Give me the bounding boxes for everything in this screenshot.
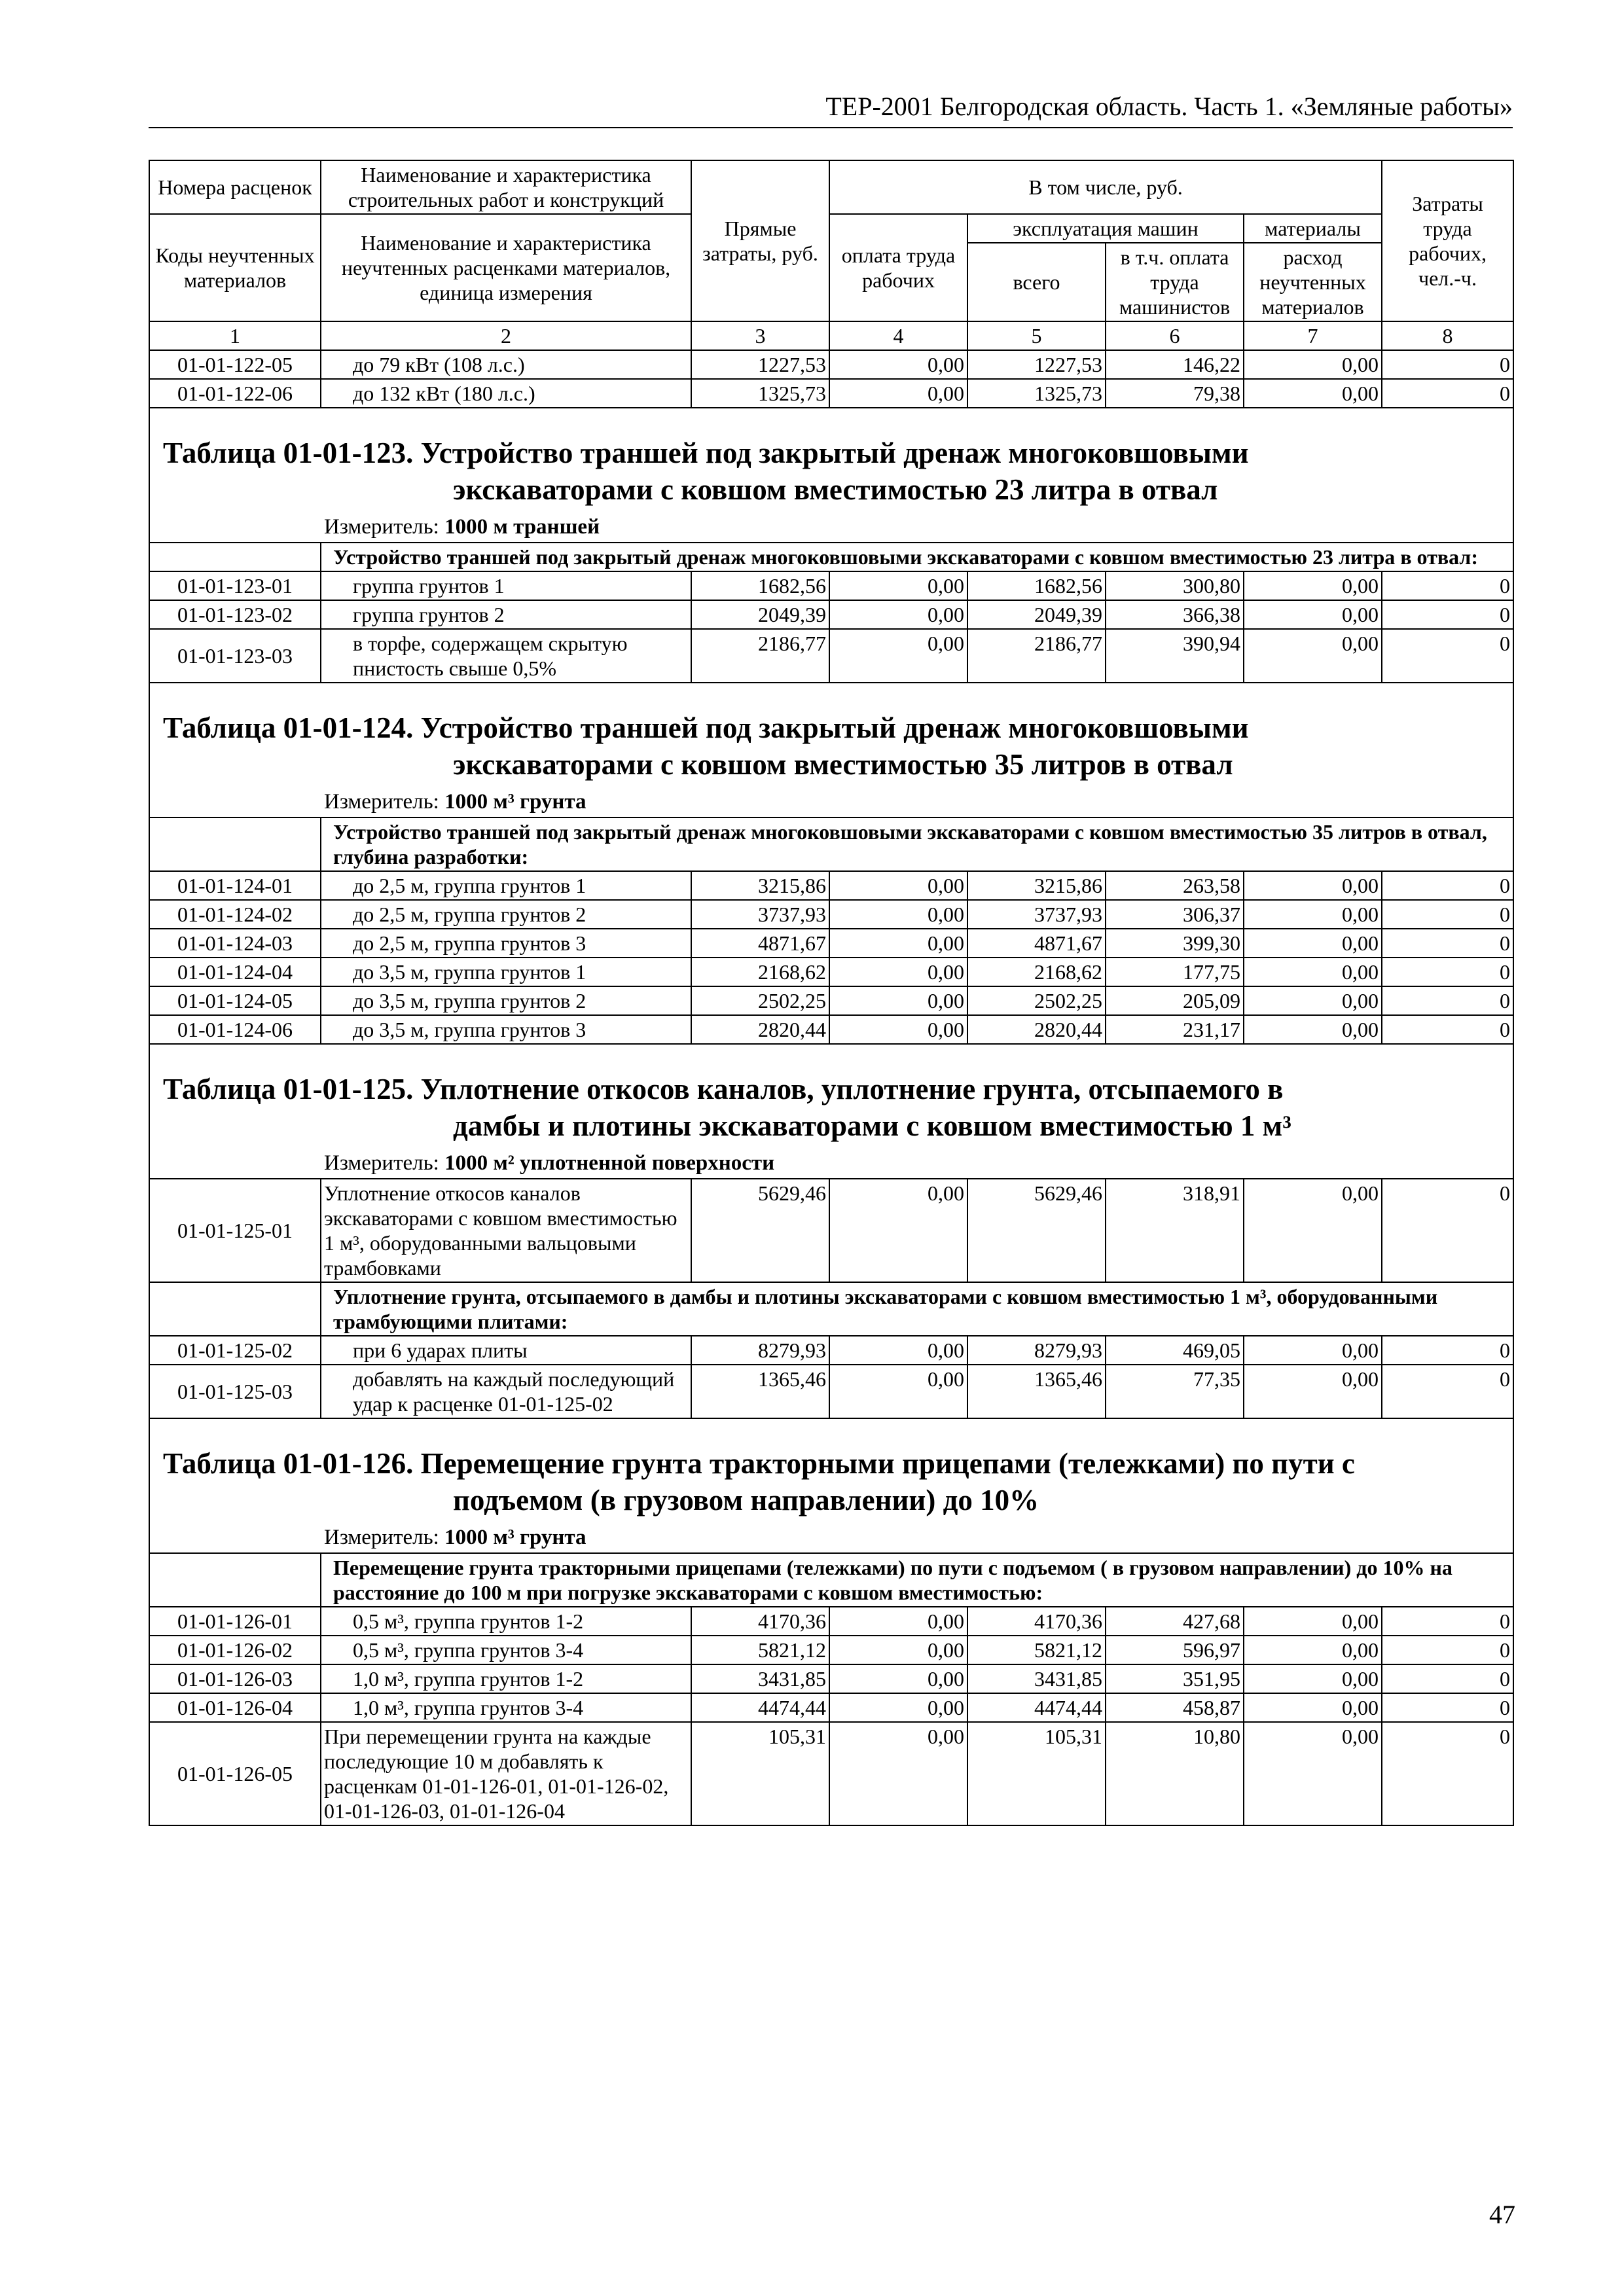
rate-value: 105,31 [967,1722,1106,1825]
rate-value: 2168,62 [967,958,1106,986]
table-row [149,379,1513,408]
rate-value: 177,75 [1106,958,1244,986]
rate-value: 79,38 [1106,379,1244,408]
rate-value: 0,00 [1244,1336,1382,1365]
rate-name: при 6 ударах плиты [321,1336,691,1365]
table-title [149,408,1513,508]
rate-value: 0 [1382,871,1513,900]
rate-value: 0,00 [1244,958,1382,986]
header-materials: материалы [1244,214,1382,243]
rate-value: 0,00 [1244,1636,1382,1664]
rate-value: 0,00 [829,1693,967,1722]
rate-value: 0 [1382,1365,1513,1418]
rate-name: группа грунтов 2 [321,600,691,629]
rate-value: 0,00 [829,900,967,929]
rate-name: При перемещении грунта на каждые последующие 10 м добавлять к расценкам 01-01-126-01, 01-01-126-02, 01-01-126-03, 01-01-126-04 [321,1722,691,1825]
rate-code: 01-01-125-02 [149,1336,321,1365]
column-number: 4 [829,321,967,350]
rate-code: 01-01-122-05 [149,350,321,379]
measure-value: 1000 м³ грунта [444,1526,586,1549]
rate-value: 0,00 [829,1722,967,1825]
rate-value: 3431,85 [691,1664,829,1693]
rate-value: 3431,85 [967,1664,1106,1693]
header-rate-numbers: Номера расценок [149,160,321,214]
header-material-name: Наименование и характеристика неучтенных расценками материалов, единица измерения [321,214,691,321]
rate-name: до 79 кВт (108 л.с.) [321,350,691,379]
column-number: 3 [691,321,829,350]
rate-value: 0,00 [1244,629,1382,683]
rate-value: 0 [1382,958,1513,986]
rate-value: 306,37 [1106,900,1244,929]
table-title-line-2: подъемом (в грузовом направлении) до 10% [453,1484,1039,1516]
rate-value: 2168,62 [691,958,829,986]
rate-name: 1,0 м³, группа грунтов 3-4 [321,1693,691,1722]
rate-value: 0,00 [1244,1015,1382,1044]
rate-value: 0,00 [829,1015,967,1044]
rate-value: 3737,93 [691,900,829,929]
table-title [149,1418,1513,1518]
table-row [149,986,1513,1015]
table-row [149,929,1513,958]
rate-value: 4871,67 [967,929,1106,958]
rate-value: 0 [1382,1664,1513,1693]
rate-value: 0,00 [1244,1664,1382,1693]
rate-value: 0 [1382,1336,1513,1365]
rate-value: 0,00 [1244,871,1382,900]
rate-value: 0 [1382,1722,1513,1825]
table-title-line-2: дамбы и плотины экскаваторами с ковшом вместимостью 1 м³ [453,1109,1291,1142]
rate-value: 0 [1382,1693,1513,1722]
table-row [149,1336,1513,1365]
group-row [149,1553,1513,1607]
rate-code: 01-01-123-03 [149,629,321,683]
group-code-empty [149,1553,321,1607]
header-machinists-pay: в т.ч. оплата труда машинистов [1106,243,1244,321]
rate-value: 1325,73 [691,379,829,408]
rate-value: 0,00 [829,379,967,408]
measure-value: 1000 м² уплотненной поверхности [444,1151,775,1175]
rate-value: 2186,77 [691,629,829,683]
running-header: ТЕР-2001 Белгородская область. Часть 1. «Земляные работы» [149,92,1513,128]
rate-code: 01-01-124-01 [149,871,321,900]
rate-value: 318,91 [1106,1179,1244,1282]
rate-value: 1227,53 [691,350,829,379]
rate-code: 01-01-123-01 [149,571,321,600]
group-code-empty [149,1282,321,1336]
rate-value: 1227,53 [967,350,1106,379]
rate-value: 0 [1382,900,1513,929]
rate-value: 300,80 [1106,571,1244,600]
table-row [149,871,1513,900]
rate-value: 205,09 [1106,986,1244,1015]
measure-unit [149,508,1513,543]
rate-value: 10,80 [1106,1722,1244,1825]
measure-row [149,783,1513,817]
rate-value: 0,00 [1244,1693,1382,1722]
header-row-1 [149,160,1513,214]
header-direct-costs: Прямые затраты, руб. [691,160,829,321]
table-row [149,1636,1513,1664]
rate-code: 01-01-124-03 [149,929,321,958]
rate-code: 01-01-126-04 [149,1693,321,1722]
rate-name: до 3,5 м, группа грунтов 1 [321,958,691,986]
rate-value: 2049,39 [967,600,1106,629]
rate-code: 01-01-125-03 [149,1365,321,1418]
rate-value: 0,00 [1244,350,1382,379]
header-material-consumption: расход неучтенных материалов [1244,243,1382,321]
group-code-empty [149,817,321,871]
rate-code: 01-01-125-01 [149,1179,321,1282]
header-machines-total: всего [967,243,1106,321]
column-number: 7 [1244,321,1382,350]
rate-value: 0,00 [829,571,967,600]
rate-code: 01-01-124-04 [149,958,321,986]
rate-value: 0 [1382,929,1513,958]
rate-value: 0,00 [1244,600,1382,629]
table-title [149,683,1513,783]
rate-value: 596,97 [1106,1636,1244,1664]
table-row [149,1722,1513,1825]
rate-value: 5629,46 [691,1179,829,1282]
rate-value: 0 [1382,1179,1513,1282]
rate-code: 01-01-126-05 [149,1722,321,1825]
measure-row [149,508,1513,543]
rate-value: 399,30 [1106,929,1244,958]
rate-code: 01-01-124-02 [149,900,321,929]
group-code-empty [149,543,321,571]
rate-value: 4871,67 [691,929,829,958]
table-title-line-2: экскаваторами с ковшом вместимостью 23 литра в отвал [453,473,1218,506]
table-title-row [149,1418,1513,1518]
column-number: 5 [967,321,1106,350]
rate-value: 0,00 [829,600,967,629]
rate-value: 366,38 [1106,600,1244,629]
rate-value: 3737,93 [967,900,1106,929]
rate-value: 2186,77 [967,629,1106,683]
table-title-row [149,1044,1513,1144]
measure-row [149,1518,1513,1553]
rate-value: 2502,25 [691,986,829,1015]
group-heading: Уплотнение грунта, отсыпаемого в дамбы и плотины экскаваторами с ковшом вместимостью 1 м³, оборудованными трамбующими плитами: [321,1282,1513,1336]
table-row [149,350,1513,379]
measure-row [149,1144,1513,1179]
rate-value: 0,00 [829,1636,967,1664]
rate-code: 01-01-126-03 [149,1664,321,1693]
header-labor-costs: Затраты труда рабочих, чел.-ч. [1382,160,1513,321]
rate-value: 1682,56 [967,571,1106,600]
table-row [149,1693,1513,1722]
rate-value: 0,00 [1244,1179,1382,1282]
rate-name: 0,5 м³, группа грунтов 3-4 [321,1636,691,1664]
rate-code: 01-01-122-06 [149,379,321,408]
rate-value: 5629,46 [967,1179,1106,1282]
header-machines: эксплуатация машин [967,214,1244,243]
rate-value: 0 [1382,1015,1513,1044]
table-row [149,571,1513,600]
rate-value: 0,00 [829,1179,967,1282]
rate-code: 01-01-123-02 [149,600,321,629]
rate-name: до 2,5 м, группа грунтов 3 [321,929,691,958]
rate-value: 4170,36 [967,1607,1106,1636]
rate-name: Уплотнение откосов каналов экскаваторами с ковшом вместимостью 1 м³, оборудованными вальцовыми трамбовками [321,1179,691,1282]
table-row [149,1015,1513,1044]
table-title [149,1044,1513,1144]
group-row [149,543,1513,571]
table-title-line-1: Таблица 01-01-126. Перемещение грунта тракторными прицепами (тележками) по пути с [163,1447,1355,1480]
rate-value: 0,00 [1244,379,1382,408]
rate-name: до 2,5 м, группа грунтов 1 [321,871,691,900]
rate-value: 3215,86 [691,871,829,900]
rate-value: 0,00 [829,871,967,900]
measure-unit [149,1518,1513,1553]
rate-name: в торфе, содержащем скрытую пнистость свыше 0,5% [321,629,691,683]
page-number: 47 [1489,2200,1515,2229]
table-row [149,629,1513,683]
rate-name: 1,0 м³, группа грунтов 1-2 [321,1664,691,1693]
rate-value: 4474,44 [691,1693,829,1722]
table-row [149,900,1513,929]
table-row [149,1179,1513,1282]
rate-value: 2502,25 [967,986,1106,1015]
table-row [149,600,1513,629]
table-row [149,1607,1513,1636]
rate-value: 0 [1382,986,1513,1015]
rate-value: 351,95 [1106,1664,1244,1693]
measure-label: Измеритель: [324,515,439,539]
rate-value: 0 [1382,600,1513,629]
group-heading: Устройство траншей под закрытый дренаж многоковшовыми экскаваторами с ковшом вместимостью 23 литра в отвал: [321,543,1513,571]
header-including: В том числе, руб. [829,160,1382,214]
rates-table [149,160,1514,1826]
table-title-row [149,683,1513,783]
rate-value: 77,35 [1106,1365,1244,1418]
rate-value: 0 [1382,350,1513,379]
rate-name: до 132 кВт (180 л.с.) [321,379,691,408]
rate-value: 0,00 [1244,929,1382,958]
rate-value: 0,00 [1244,986,1382,1015]
rate-value: 5821,12 [967,1636,1106,1664]
rate-value: 0,00 [1244,900,1382,929]
column-number: 2 [321,321,691,350]
measure-label: Измеритель: [324,1151,439,1175]
rate-value: 0 [1382,571,1513,600]
header-material-codes: Коды неучтенных материалов [149,214,321,321]
measure-label: Измеритель: [324,1526,439,1549]
table-title-line-2: экскаваторами с ковшом вместимостью 35 литров в отвал [453,748,1233,781]
rate-value: 0,00 [829,629,967,683]
table-row [149,1365,1513,1418]
rate-name: 0,5 м³, группа грунтов 1-2 [321,1607,691,1636]
column-number: 8 [1382,321,1513,350]
table-title-row [149,408,1513,508]
header-numbers-row [149,321,1513,350]
rate-value: 0,00 [1244,1607,1382,1636]
rate-value: 0 [1382,1636,1513,1664]
measure-unit [149,783,1513,817]
table-title-line-1: Таблица 01-01-125. Уплотнение откосов каналов, уплотнение грунта, отсыпаемого в [163,1073,1284,1105]
rate-value: 2820,44 [967,1015,1106,1044]
rate-value: 0,00 [829,1365,967,1418]
rate-value: 0,00 [829,1336,967,1365]
measure-unit [149,1144,1513,1179]
rate-value: 0,00 [829,350,967,379]
rate-value: 0,00 [1244,571,1382,600]
rate-value: 1682,56 [691,571,829,600]
table-title-line-1: Таблица 01-01-123. Устройство траншей под закрытый дренаж многоковшовыми [163,437,1249,469]
rate-value: 458,87 [1106,1693,1244,1722]
rate-value: 0,00 [829,1607,967,1636]
column-number: 1 [149,321,321,350]
rate-value: 0,00 [829,1664,967,1693]
rate-value: 1365,46 [967,1365,1106,1418]
rate-value: 105,31 [691,1722,829,1825]
rate-value: 263,58 [1106,871,1244,900]
rate-value: 5821,12 [691,1636,829,1664]
table-title-line-1: Таблица 01-01-124. Устройство траншей под закрытый дренаж многоковшовыми [163,711,1249,744]
group-row [149,817,1513,871]
rate-value: 2820,44 [691,1015,829,1044]
rate-value: 1325,73 [967,379,1106,408]
group-row [149,1282,1513,1336]
rate-name: до 2,5 м, группа грунтов 2 [321,900,691,929]
measure-value: 1000 м траншей [444,515,600,539]
rate-value: 1365,46 [691,1365,829,1418]
rate-code: 01-01-124-06 [149,1015,321,1044]
rate-value: 231,17 [1106,1015,1244,1044]
rate-value: 3215,86 [967,871,1106,900]
rate-value: 469,05 [1106,1336,1244,1365]
rate-value: 0,00 [1244,1365,1382,1418]
rate-value: 8279,93 [691,1336,829,1365]
rate-value: 8279,93 [967,1336,1106,1365]
rate-code: 01-01-126-01 [149,1607,321,1636]
rate-name: до 3,5 м, группа грунтов 2 [321,986,691,1015]
measure-value: 1000 м³ грунта [444,790,586,814]
rate-code: 01-01-124-05 [149,986,321,1015]
rate-name: до 3,5 м, группа грунтов 3 [321,1015,691,1044]
rate-value: 146,22 [1106,350,1244,379]
header-worker-pay: оплата труда рабочих [829,214,967,321]
rate-value: 0,00 [1244,1722,1382,1825]
rate-name: группа грунтов 1 [321,571,691,600]
rate-value: 0,00 [829,958,967,986]
rate-name: добавлять на каждый последующий удар к расценке 01-01-125-02 [321,1365,691,1418]
group-heading: Перемещение грунта тракторными прицепами (тележками) по пути с подъемом ( в грузовом направлении) до 10% на расстояние до 100 м при погрузке экскаваторами с ковшом вместимостью: [321,1553,1513,1607]
group-heading: Устройство траншей под закрытый дренаж многоковшовыми экскаваторами с ковшом вместимостью 35 литров в отвал, глубина разработки: [321,817,1513,871]
rate-code: 01-01-126-02 [149,1636,321,1664]
measure-label: Измеритель: [324,790,439,814]
header-work-name: Наименование и характеристика строительных работ и конструкций [321,160,691,214]
table-row [149,1664,1513,1693]
rate-value: 4474,44 [967,1693,1106,1722]
rate-value: 0,00 [829,986,967,1015]
rate-value: 0,00 [829,929,967,958]
document-page [149,92,1513,1826]
rate-value: 0 [1382,629,1513,683]
rate-value: 390,94 [1106,629,1244,683]
rate-value: 4170,36 [691,1607,829,1636]
rate-value: 0 [1382,379,1513,408]
table-row [149,958,1513,986]
rate-value: 427,68 [1106,1607,1244,1636]
rate-value: 2049,39 [691,600,829,629]
rate-value: 0 [1382,1607,1513,1636]
header-row-2 [149,214,1513,243]
column-number: 6 [1106,321,1244,350]
